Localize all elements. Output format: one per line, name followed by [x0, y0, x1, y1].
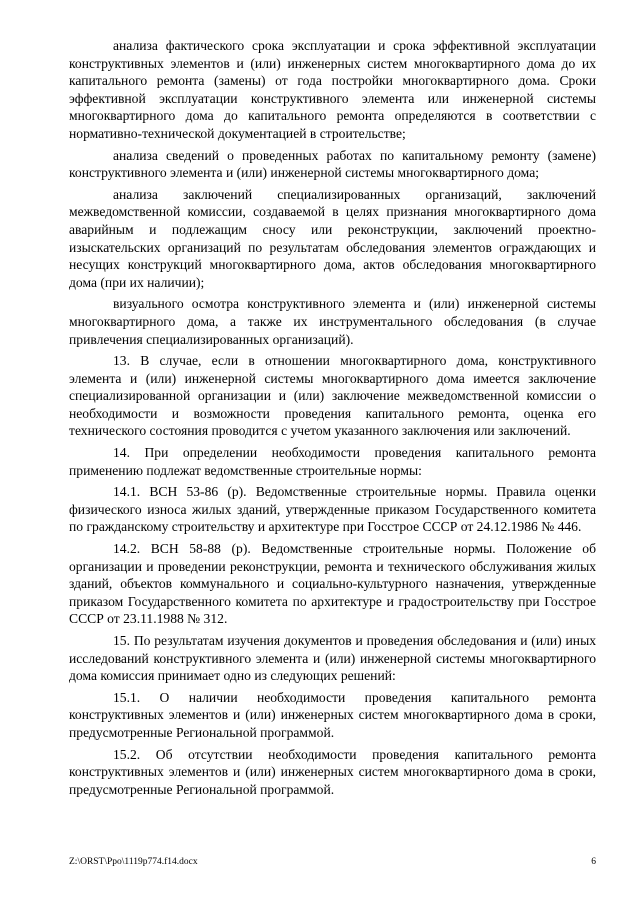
paragraph-item-14-1: 14.1. ВСН 53-86 (р). Ведомственные строительные нормы. Правила оценки физического износа жилых зданий, утвержденные приказом Государственного комитета по гражданскому строительству и архитектуре при Госстрое СССР от 24.12.1986 № 446. [69, 484, 596, 535]
paragraph-item-15: 15. По результатам изучения документов и проведения обследования и (или) иных исследований конструктивного элемента и (или) инженерной системы многоквартирного дома комиссия принимает одно из следующих решений: [69, 633, 596, 684]
paragraph-item-14-2: 14.2. ВСН 58-88 (р). Ведомственные строительные нормы. Положение об организации и проведении реконструкции, ремонта и технического обслуживания жилых зданий, объектов коммунального и социально-культурного назначения, утвержденные приказом Государственного комитета по архитектуре и градостроительству при Госстрое СССР от 23.11.1988 № 312. [69, 541, 596, 627]
paragraph-item-15-2: 15.2. Об отсутствии необходимости проведения капитального ремонта конструктивных элементов и (или) инженерных систем многоквартирного дома в сроки, предусмотренные Региональной программой. [69, 746, 596, 797]
footer-page-number: 6 [591, 857, 596, 867]
paragraph-analysis-service-life: анализа фактического срока эксплуатации и срока эффективной эксплуатации конструктивных элементов и (или) инженерных систем многоквартирного дома до их капитального ремонта (замены) от года постройки многоквартирного дома. Сроки эффективной эксплуатации конструктивного элемента или инженерной системы многоквартирного дома до капитального ремонта определяются в соответствии с нормативно-технической документацией в строительстве; [69, 38, 596, 141]
paragraph-visual-inspection: визуального осмотра конструктивного элемента и (или) инженерной системы многоквартирного дома, а также их инструментального обследования (в случае привлечения специализированных организаций). [69, 296, 596, 347]
document-body [69, 37, 596, 802]
paragraph-item-15-1: 15.1. О наличии необходимости проведения капитального ремонта конструктивных элементов и (или) инженерных систем многоквартирного дома в сроки, предусмотренные Региональной программой. [69, 689, 596, 740]
footer-file-path: Z:\ORST\Ppo\1119p774.f14.docx [69, 857, 198, 867]
paragraph-analysis-conclusions: анализа заключений специализированных организаций, заключений межведомственной комиссии, создаваемой в целях признания многоквартирного дома аварийным и подлежащим сносу или реконструкции, заключений проектно-изыскательских организаций по результатам обследования элементов ограждающих и несущих конструкций многоквартирного дома, актов обследования многоквартирного дома (при их наличии); [69, 186, 596, 290]
paragraph-item-14: 14. При определении необходимости проведения капитального ремонта применению подлежат ведомственные строительные нормы: [69, 445, 596, 478]
paragraph-analysis-repair-records: анализа сведений о проведенных работах по капитальному ремонту (замене) конструктивного элемента и (или) инженерной системы многоквартирного дома; [69, 147, 596, 181]
paragraph-item-13: 13. В случае, если в отношении многоквартирного дома, конструктивного элемента и (или) инженерной системы многоквартирного дома имеется заключение специализированной организации и (или) заключение межведомственной комиссии о необходимости и возможности проведения капитального ремонта, оценка его технического состояния проводится с учетом указанного заключения или заключений. [69, 353, 596, 439]
